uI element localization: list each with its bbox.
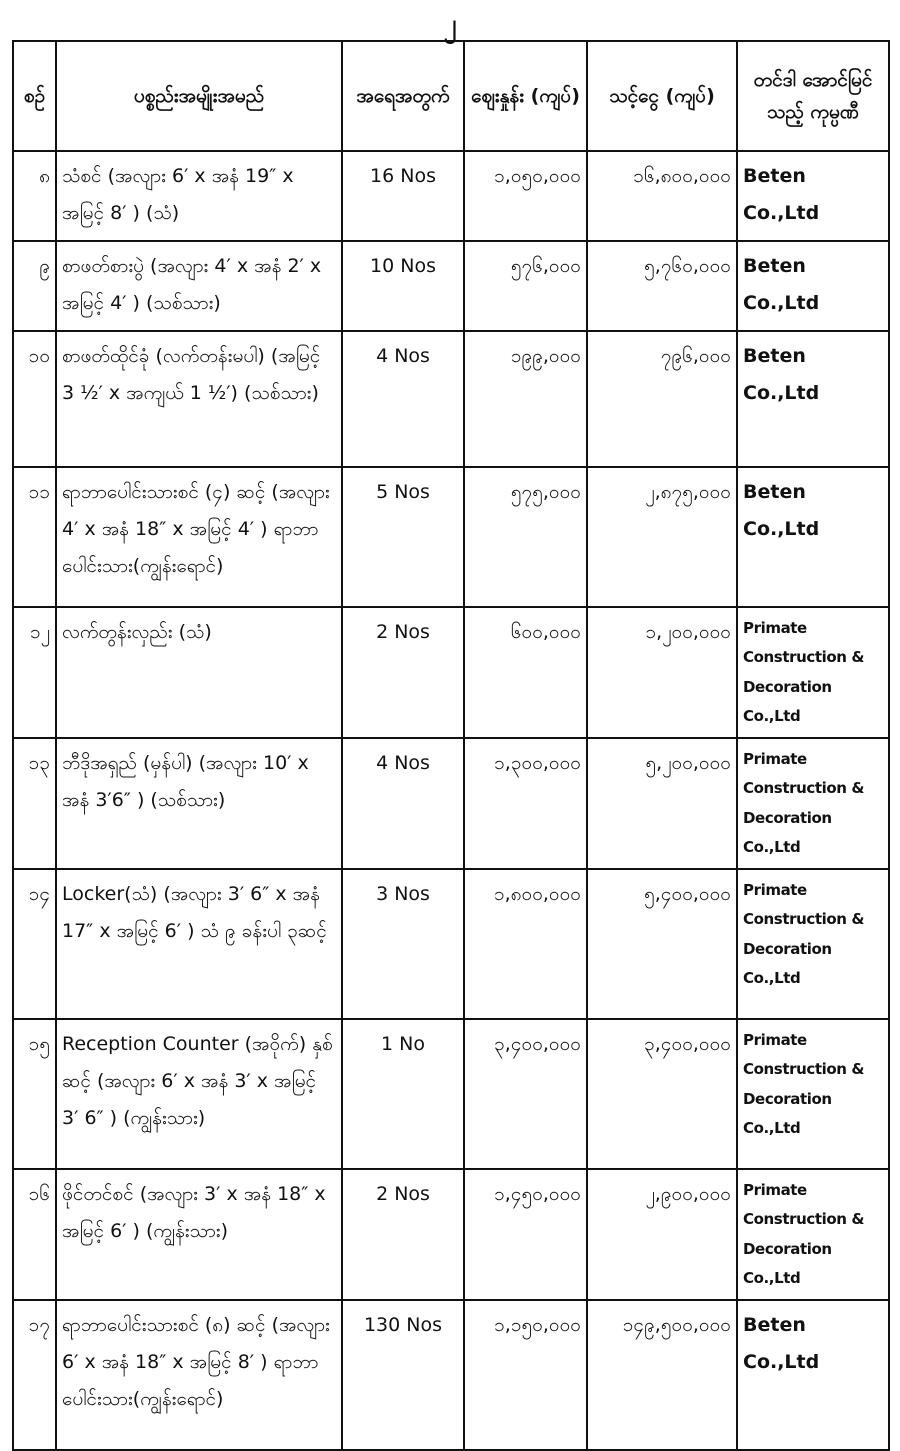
row-price: ၅၇၆,၀၀၀ bbox=[464, 241, 587, 331]
table-row bbox=[13, 151, 889, 241]
row-qty: 4 Nos bbox=[342, 331, 464, 467]
table-row bbox=[13, 241, 889, 331]
row-total: ၁၄၉,၅၀၀,၀၀၀ bbox=[587, 1300, 737, 1450]
row-item: Reception Counter (အဝိုက်) နှစ်ဆင့် (အလျား 6′ x အနံ 3′ x အမြင့် 3′ 6″ ) (ကျွန်းသား) bbox=[56, 1019, 342, 1169]
row-total: ၃,၄၀၀,၀၀၀ bbox=[587, 1019, 737, 1169]
row-no: ၁၅ bbox=[13, 1019, 56, 1169]
table-row bbox=[13, 467, 889, 607]
row-qty: 4 Nos bbox=[342, 738, 464, 869]
row-no: ၁၀ bbox=[13, 331, 56, 467]
row-qty: 5 Nos bbox=[342, 467, 464, 607]
table-row bbox=[13, 1169, 889, 1300]
row-price: ၁,၄၅၀,၀၀၀ bbox=[464, 1169, 587, 1300]
row-no: ၁၂ bbox=[13, 607, 56, 738]
row-company: Primate Construction & Decoration Co.,Ltd bbox=[737, 1019, 889, 1169]
row-qty: 16 Nos bbox=[342, 151, 464, 241]
header-total: သင့်ငွေ (ကျပ်) bbox=[587, 41, 737, 151]
header-item: ပစ္စည်းအမျိုးအမည် bbox=[56, 41, 342, 151]
row-company: Beten Co.,Ltd bbox=[737, 1300, 889, 1450]
row-company: Beten Co.,Ltd bbox=[737, 241, 889, 331]
row-total: ၂,၉၀၀,၀၀၀ bbox=[587, 1169, 737, 1300]
table-row bbox=[13, 869, 889, 1019]
row-no: ၁၃ bbox=[13, 738, 56, 869]
row-total: ၁,၂၀၀,၀၀၀ bbox=[587, 607, 737, 738]
row-company: Beten Co.,Ltd bbox=[737, 331, 889, 467]
row-item: ရာဘာပေါင်းသားစင် (၄) ဆင့် (အလျား 4′ x အနံ 18″ x အမြင့် 4′ ) ရာဘာပေါင်းသား(ကျွန်းရောင်) bbox=[56, 467, 342, 607]
row-company: Beten Co.,Ltd bbox=[737, 467, 889, 607]
row-price: ၅၇၅,၀၀၀ bbox=[464, 467, 587, 607]
row-price: ၁,၀၅၀,၀၀၀ bbox=[464, 151, 587, 241]
row-no: ၁၆ bbox=[13, 1169, 56, 1300]
row-qty: 3 Nos bbox=[342, 869, 464, 1019]
row-qty: 10 Nos bbox=[342, 241, 464, 331]
row-total: ၅,၂၀၀,၀၀၀ bbox=[587, 738, 737, 869]
table-row bbox=[13, 1300, 889, 1450]
row-no: ၁၁ bbox=[13, 467, 56, 607]
page-number: ၂ bbox=[443, 9, 457, 39]
row-price: ၆၀၀,၀၀၀ bbox=[464, 607, 587, 738]
row-qty: 2 Nos bbox=[342, 1169, 464, 1300]
row-price: ၁,၈၀၀,၀၀၀ bbox=[464, 869, 587, 1019]
row-item: လက်တွန်းလှည်း (သံ) bbox=[56, 607, 342, 738]
table-row bbox=[13, 607, 889, 738]
table-header-row bbox=[13, 41, 889, 151]
row-qty: 130 Nos bbox=[342, 1300, 464, 1450]
tender-results-table bbox=[12, 40, 890, 1451]
row-item: စာဖတ်စားပွဲ (အလျား 4′ x အနံ 2′ x အမြင့် 4′ ) (သစ်သား) bbox=[56, 241, 342, 331]
header-price: ဈေးနှုန်း (ကျပ်) bbox=[464, 41, 587, 151]
row-qty: 2 Nos bbox=[342, 607, 464, 738]
row-item: ဘီဒိုအရှည် (မှန်ပါ) (အလျား 10′ x အနံ 3′6″ ) (သစ်သား) bbox=[56, 738, 342, 869]
row-no: ၁၇ bbox=[13, 1300, 56, 1450]
row-company: Primate Construction & Decoration Co.,Ltd bbox=[737, 738, 889, 869]
row-company: Beten Co.,Ltd bbox=[737, 151, 889, 241]
table-row bbox=[13, 331, 889, 467]
row-total: ၂,၈၇၅,၀၀၀ bbox=[587, 467, 737, 607]
header-qty: အရေအတွက် bbox=[342, 41, 464, 151]
row-item: စာဖတ်ထိုင်ခုံ (လက်တန်းမပါ) (အမြင့် 3 ½′ x အကျယ် 1 ½′) (သစ်သား) bbox=[56, 331, 342, 467]
row-price: ၁,၃၀၀,၀၀၀ bbox=[464, 738, 587, 869]
row-qty: 1 No bbox=[342, 1019, 464, 1169]
row-price: ၁,၁၅၀,၀၀၀ bbox=[464, 1300, 587, 1450]
row-item: ရာဘာပေါင်းသားစင် (၈) ဆင့် (အလျား 6′ x အနံ 18″ x အမြင့် 8′ ) ရာဘာပေါင်းသား(ကျွန်းရောင်) bbox=[56, 1300, 342, 1450]
table-row bbox=[13, 1019, 889, 1169]
row-company: Primate Construction & Decoration Co.,Ltd bbox=[737, 607, 889, 738]
row-total: ၇၉၆,၀၀၀ bbox=[587, 331, 737, 467]
row-total: ၅,၄၀၀,၀၀၀ bbox=[587, 869, 737, 1019]
header-no: စဉ် bbox=[13, 41, 56, 151]
row-company: Primate Construction & Decoration Co.,Ltd bbox=[737, 1169, 889, 1300]
row-no: ၉ bbox=[13, 241, 56, 331]
row-total: ၅,၇၆၀,၀၀၀ bbox=[587, 241, 737, 331]
row-price: ၁၉၉,၀၀၀ bbox=[464, 331, 587, 467]
row-total: ၁၆,၈၀၀,၀၀၀ bbox=[587, 151, 737, 241]
row-no: ၁၄ bbox=[13, 869, 56, 1019]
row-item: Locker(သံ) (အလျား 3′ 6″ x အနံ 17″ x အမြင့် 6′ ) သံ ၉ ခန်းပါ ၃ဆင့် bbox=[56, 869, 342, 1019]
table-row bbox=[13, 738, 889, 869]
header-company: တင်ဒါ အောင်မြင်သည့် ကုမ္ပဏီ bbox=[737, 41, 889, 151]
row-no: ၈ bbox=[13, 151, 56, 241]
row-company: Primate Construction & Decoration Co.,Ltd bbox=[737, 869, 889, 1019]
row-price: ၃,၄၀၀,၀၀၀ bbox=[464, 1019, 587, 1169]
row-item: သံစင် (အလျား 6′ x အနံ 19″ x အမြင့် 8′ ) (သံ) bbox=[56, 151, 342, 241]
row-item: ဖိုင်တင်စင် (အလျား 3′ x အနံ 18″ x အမြင့် 6′ ) (ကျွန်းသား) bbox=[56, 1169, 342, 1300]
